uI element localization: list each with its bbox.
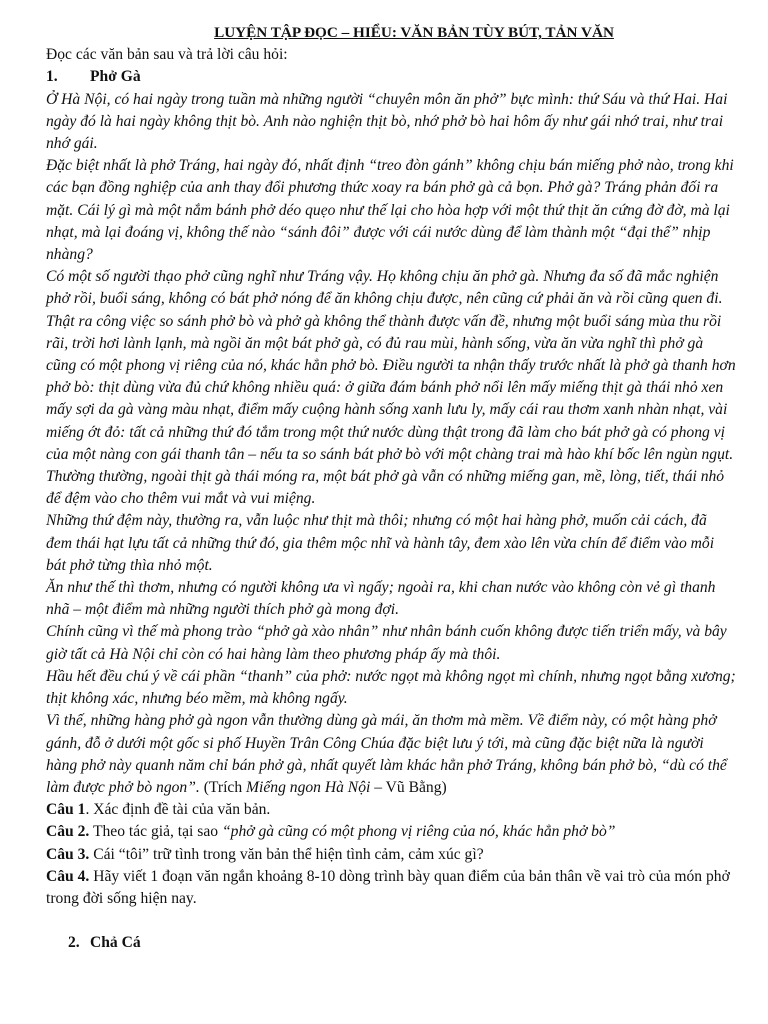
paragraph: Có một số người thạo phở cũng nghĩ như Tráng vậy. Họ không chịu ăn phở gà. Nhưng đa số đã mắc nghiện phở rồi, buổi sáng, không có bát phở nóng để ăn không chịu được, nên cũng cứ phải ăn và rồi cũng quen đi. xyxy=(46,268,723,308)
paragraph: Chính cũng vì thế mà phong trào “phở gà xào nhân” như nhân bánh cuốn không được tiến triển mấy, và bây giờ tất cả Hà Nội chỉ còn có hai hàng làm theo phương pháp ấy mà thôi. xyxy=(46,623,727,663)
instructions: Đọc các văn bản sau và trả lời câu hỏi: xyxy=(46,46,288,64)
question-label: Câu 4. xyxy=(46,867,90,885)
section-number: 2. xyxy=(68,934,80,952)
document-page xyxy=(46,22,736,954)
question-label: Câu 3. xyxy=(46,845,90,863)
paragraph-text: Vì thế, những hàng phở gà ngon vẫn thường dùng gà mái, ăn thơm mà mềm. Về điểm này, có một hàng phở gánh, đỗ ở dưới một gốc si phố Huyền Trân Công Chúa đặc biệt lưu ý tới, mà cũng đặc biệt nữa là người hàng phở này quanh năm chỉ bán phở gà, nhất quyết làm khác hẳn phở Tráng, không bán phở bò, “dù có thể làm được phở bò ngon”. xyxy=(46,712,727,796)
last-paragraph xyxy=(46,710,736,799)
section-title: Phở Gà xyxy=(90,68,141,86)
question-quote: “phở gà cũng có một phong vị riêng của nó, khác hẳn phở bò” xyxy=(221,823,616,841)
question-1 xyxy=(46,799,736,821)
paragraph: Đặc biệt nhất là phở Tráng, hai ngày đó, nhất định “treo đòn gánh” không chịu bán miếng phở nào, trong khi các bạn đồng nghiệp của anh thay đổi phương thức xoay ra bán phở gà cả bọn. Phở gà? Tráng phản đối ra mặt. Cái lý gì mà một nắm bánh phở déo quẹo như thế lại cho hòa hợp với một thứ thịt ăn cứng đờ đờ, mà lại nhạt, mà lại đoáng vị, không thế nào “sánh đôi” được với cái nước dùng để làm thành một “đại thể” nhịp nhàng? xyxy=(46,157,734,264)
section-title: Chả Cá xyxy=(90,934,141,952)
question-label: Câu 1 xyxy=(46,801,86,819)
citation-close: – Vũ Bằng) xyxy=(370,778,447,796)
citation-title: Miếng ngon Hà Nội xyxy=(246,778,371,796)
section-heading-2 xyxy=(46,932,736,954)
question-4 xyxy=(46,866,736,910)
citation-open: (Trích xyxy=(199,778,247,796)
question-text: Theo tác giả, tại sao xyxy=(89,823,222,841)
section-heading-1 xyxy=(46,66,736,88)
question-3 xyxy=(46,844,736,866)
page-title: LUYỆN TẬP ĐỌC – HIỂU: VĂN BẢN TÙY BÚT, TẢN VĂN xyxy=(214,24,614,41)
paragraph: Thật ra công việc so sánh phở bò và phở gà không thể thành được vấn đề, nhưng một buổi sáng mùa thu rồi rãi, trời hơi lành lạnh, mà ngồi ăn một bát phở gà, có đủ rau mùi, hành sống, vừa ăn vừa nghĩ thì phở gà cũng có một phong vị riêng của nó, khác hẳn phở bò. Điều người ta nhận thấy trước nhất là phở gà thanh hơn phở bò: thịt dùng vừa đủ chứ không nhiều quá: ở giữa đám bánh phở nổi lên mấy miếng thịt gà thái nhỏ xen mấy sợi da gà vàng màu nhạt, điểm mấy cuộng hành sống xanh lưu ly, mấy cái rau thơm xanh nhàn nhạt, vài miếng ớt đỏ: tất cả những thứ đó tắm trong một thứ nước dùng thật trong đã làm cho bát phở gà có phong vị của một nàng con gái thanh tân – nếu ta so sánh bát phở bò với một chàng trai mà hào khí bốc lên ngùn ngụt. xyxy=(46,312,736,463)
question-label: Câu 2. xyxy=(46,823,90,841)
paragraph: Ở Hà Nội, có hai ngày trong tuần mà những người “chuyên môn ăn phở” bực mình: thứ Sáu và thứ Hai. Hai ngày đó là hai ngày không thịt bò. Anh nào nghiện thịt bò, nhớ phở bò hai hôm ấy như gái nhớ trai, như trai nhớ gái. xyxy=(46,90,728,153)
section-number: 1. xyxy=(46,68,58,86)
question-text: . Xác định đề tài của văn bản. xyxy=(85,801,271,819)
question-2 xyxy=(46,821,736,843)
paragraph: Thường thường, ngoài thịt gà thái móng ra, một bát phở gà vẫn có những miếng gan, mề, lòng, tiết, thái nhỏ để đệm vào cho thêm vui mắt và vui miệng. xyxy=(46,468,725,508)
question-text: Hãy viết 1 đoạn văn ngắn khoảng 8-10 dòng trình bày quan điểm của bản thân về vai trò của món phở trong đời sống hiện nay. xyxy=(46,867,730,907)
question-text: Cái “tôi” trữ tình trong văn bản thể hiện tình cảm, cảm xúc gì? xyxy=(89,845,484,863)
paragraph: Ăn như thế thì thơm, nhưng có người không ưa vì ngấy; ngoài ra, khi chan nước vào không còn vẻ gì thanh nhã – một điểm mà những người thích phở gà mong đợi. xyxy=(46,579,716,619)
paragraph: Những thứ đệm này, thường ra, vẫn luộc như thịt mà thôi; nhưng có một hai hàng phở, muốn cải cách, đã đem thái hạt lựu tất cả những thứ đó, gia thêm mộc nhĩ và hành tây, đem xào lên vừa chín để điểm vào mỗi bát phở từng thìa nhỏ một. xyxy=(46,512,715,574)
spacer xyxy=(46,910,736,932)
paragraph: Hầu hết đều chú ý về cái phần “thanh” của phở: nước ngọt mà không ngọt mì chính, nhưng ngọt bằng xương; thịt không xác, nhưng béo mềm, mà không ngấy. xyxy=(46,667,736,708)
